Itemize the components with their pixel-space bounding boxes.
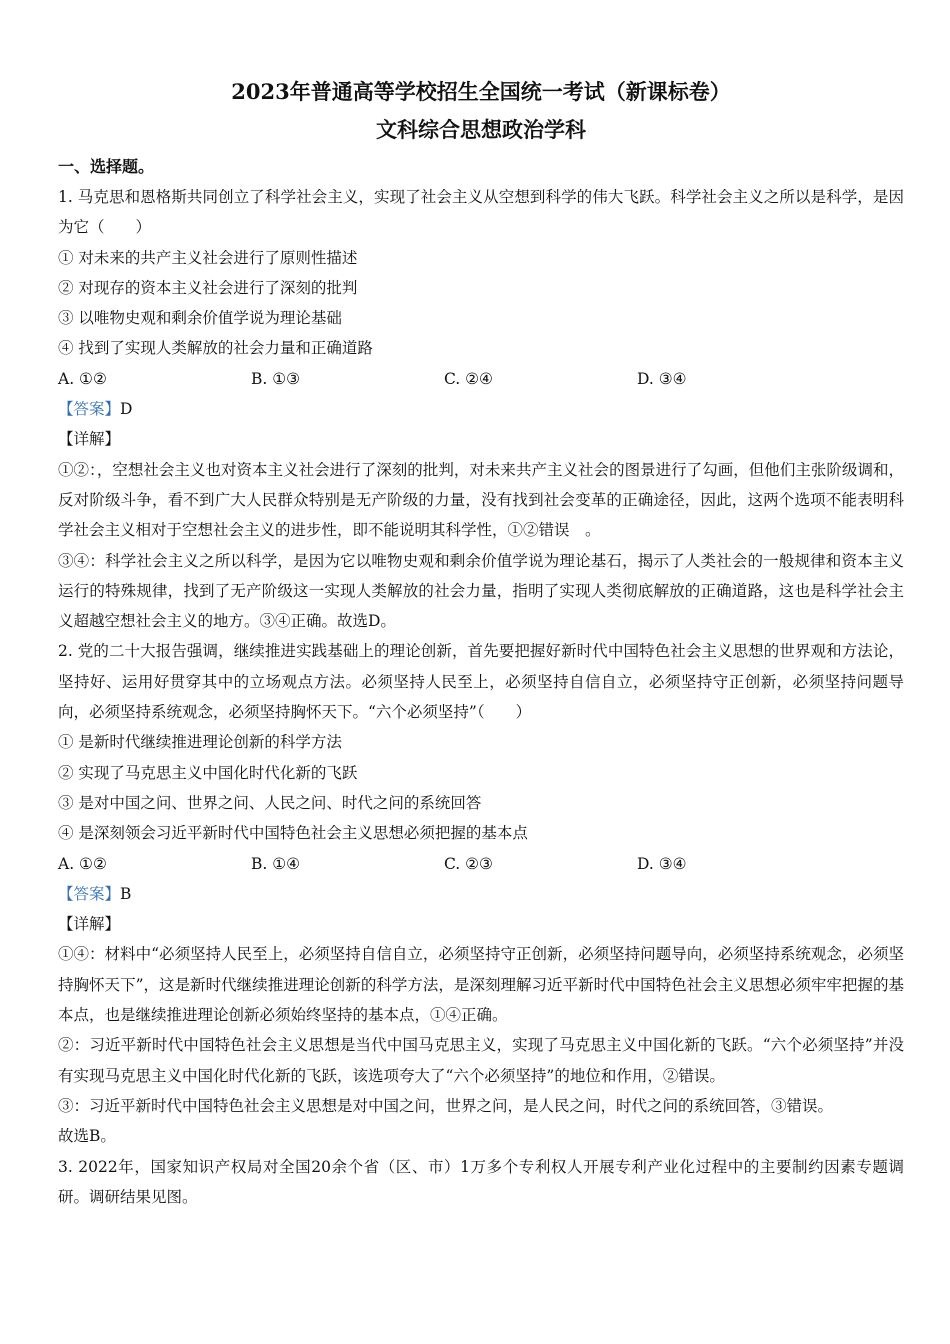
statement-item: ① 对未来的共产主义社会进行了原则性描述 (58, 248, 358, 267)
answer-label: 【答案】 (58, 884, 121, 903)
section-heading: 一、选择题。 (58, 157, 155, 176)
exam-subtitle: 文科综合思想政治学科 (376, 117, 586, 142)
detail-label: 【详解】 (58, 915, 121, 934)
option-c: C. ②④ (444, 369, 493, 388)
option-a: A. ①② (58, 369, 107, 388)
option-a: A. ①② (58, 854, 107, 873)
detail-paragraph: ③：习近平新时代中国特色社会主义思想是对中国之问，世界之问，是人民之问，时代之问的系统回答，③错误。 (58, 1096, 834, 1115)
answer-options (58, 364, 904, 394)
answer-options (58, 849, 904, 879)
statement-item: ④ 找到了实现人类解放的社会力量和正确道路 (58, 339, 373, 358)
statement-item: ③ 以唯物史观和剩余价值学说为理论基础 (58, 309, 342, 328)
detail-label: 【详解】 (58, 430, 121, 449)
answer-line (58, 879, 904, 909)
detail-paragraph: ①②：，空想社会主义也对资本主义社会进行了深刻的批判，对未来共产主义社会的图景进行了勾画，但他们主张阶级调和，反对阶级斗争，看不到广大人民群众特别是无产阶级的力量，没有找到社会变革的正确途径，因此，这两个选项不能表明科学社会主义相对于空想社会主义的进步性，即不能说明其科学性，①②错误 。 (58, 460, 904, 540)
option-d: D. ③④ (637, 854, 687, 873)
answer-value: B (120, 884, 132, 903)
detail-paragraph: 故选B。 (58, 1127, 116, 1146)
detail-paragraph: ②：习近平新时代中国特色社会主义思想是当代中国马克思主义，实现了马克思主义中国化新的飞跃。“六个必须坚持”并没有实现马克思主义中国化时代化新的飞跃，该选项夸大了“六个必须坚持”的地位和作用，②错误。 (58, 1036, 904, 1085)
statement-item: ④ 是深刻领会习近平新时代中国特色社会主义思想必须把握的基本点 (58, 824, 528, 843)
statement-item: ① 是新时代继续推进理论创新的科学方法 (58, 733, 342, 752)
question-1 (58, 182, 904, 636)
option-b: B. ①③ (251, 369, 301, 388)
statement-item: ② 实现了马克思主义中国化时代化新的飞跃 (58, 763, 358, 782)
statement-item: ② 对现存的资本主义社会进行了深刻的批判 (58, 278, 358, 297)
statement-item: ③ 是对中国之问、世界之问、人民之问、时代之问的系统回答 (58, 793, 482, 812)
question-stem: 1. 马克思和恩格斯共同创立了科学社会主义，实现了社会主义从空想到科学的伟大飞跃。科学社会主义之所以是科学，是因为它（ ） (58, 188, 904, 237)
answer-label: 【答案】 (58, 400, 121, 419)
exam-title: 2023年普通高等学校招生全国统一考试（新课标卷） (231, 79, 731, 104)
option-d: D. ③④ (637, 369, 687, 388)
detail-paragraph: ③④：科学社会主义之所以科学，是因为它以唯物史观和剩余价值学说为理论基石，揭示了人类社会的一般规律和资本主义运行的特殊规律，找到了无产阶级这一实现人类解放的社会力量，指明了实现人类彻底解放的正确道路，这也是科学社会主义超越空想社会主义的地方。③④正确。故选D。 (58, 551, 904, 631)
question-stem: 2. 党的二十大报告强调，继续推进实践基础上的理论创新，首先要把握好新时代中国特色社会主义思想的世界观和方法论，坚持好、运用好贯穿其中的立场观点方法。必须坚持人民至上，必须坚持自信自立，必须坚持守正创新，必须坚持问题导向，必须坚持系统观念，必须坚持胸怀天下。“六个必须坚持”（ ） (58, 642, 904, 722)
detail-paragraph: ①④：材料中“必须坚持人民至上，必须坚持自信自立，必须坚持守正创新，必须坚持问题导向，必须坚持系统观念，必须坚持胸怀天下”，这是新时代继续推进理论创新的科学方法，是深刻理解习近平新时代中国特色社会主义思想必须牢牢把握的基本点，也是继续推进理论创新必须始终坚持的基本点，①④正确。 (58, 945, 904, 1025)
option-b: B. ①④ (251, 854, 301, 873)
answer-line (58, 394, 904, 424)
question-3 (58, 1152, 904, 1213)
question-2 (58, 636, 904, 1151)
option-c: C. ②③ (444, 854, 493, 873)
answer-value: D (120, 400, 133, 419)
question-stem: 3. 2022年，国家知识产权局对全国20余个省（区、市）1万多个专利权人开展专利产业化过程中的主要制约因素专题调研。调研结果见图。 (58, 1157, 904, 1206)
